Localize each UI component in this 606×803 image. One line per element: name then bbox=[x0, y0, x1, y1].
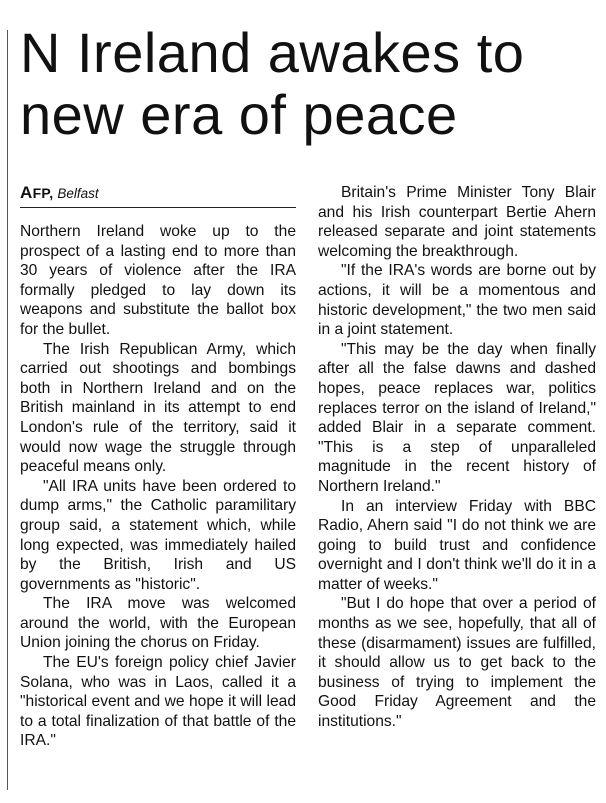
paragraph: "All IRA units have been ordered to dump arms," the Catholic paramilitary group said, a statement which, while long expected, was immediately hailed by the British, Irish and US governments as "historic". bbox=[20, 477, 296, 593]
paragraph: Britain's Prime Minister Tony Blair and his Irish counterpart Bertie Ahern released separate and joint statements welcoming the breakthrough. bbox=[318, 184, 596, 260]
paragraph: The IRA move was welcomed around the world, with the European Union joining the chorus on Friday. bbox=[20, 595, 296, 652]
byline bbox=[20, 183, 296, 208]
paragraph: Northern Ireland woke up to the prospect of a lasting end to more than 30 years of violence after the IRA formally pledged to lay down its weapons and substitute the ballot box for the bullet. bbox=[20, 223, 296, 338]
paragraph: "But I do hope that over a period of months as we see, hopefully, that all of these (disarmament) issues are fulfilled, it should allow us to get back to the business of trying to implement the Good Friday Agreement and the institutions." bbox=[318, 595, 596, 731]
headline: N Ireland awakes to new era of peace bbox=[20, 21, 525, 146]
article-column-right bbox=[318, 183, 596, 732]
byline-agency bbox=[20, 185, 53, 201]
paragraph: "This may be the day when finally after all the false dawns and dashed hopes, peace replaces war, politics replaces terror on the island of Ireland," added Blair in a separate comment. "This is a step of unparalleled magnitude in the recent history of Northern Ireland." bbox=[318, 340, 596, 495]
byline-separator: , bbox=[49, 185, 54, 201]
byline-agency-initial: A bbox=[20, 183, 33, 202]
paragraph: The Irish Republican Army, which carried out shootings and bombings both in Northern Ireland and on the British mainland in its attempt to end London's rule of the territory, said it would now wage the struggle through peaceful means only. bbox=[20, 340, 296, 476]
paragraph: The EU's foreign policy chief Javier Solana, who was in Laos, called it a "historical event and we hope it will lead to a total finalization of that battle of the IRA." bbox=[20, 654, 296, 750]
paragraph: In an interview Friday with BBC Radio, Ahern said "I do not think we are going to build trust and confidence overnight and I don't think we'll do it in a matter of weeks." bbox=[318, 497, 596, 593]
byline-location: Belfast bbox=[57, 186, 99, 201]
article-column-left bbox=[20, 183, 296, 751]
paragraph: "If the IRA's words are borne out by actions, it will be a momentous and historic development," the two men said in a joint statement. bbox=[318, 262, 596, 339]
left-margin-rule bbox=[7, 30, 8, 790]
byline-agency-rest: FP bbox=[32, 185, 50, 201]
